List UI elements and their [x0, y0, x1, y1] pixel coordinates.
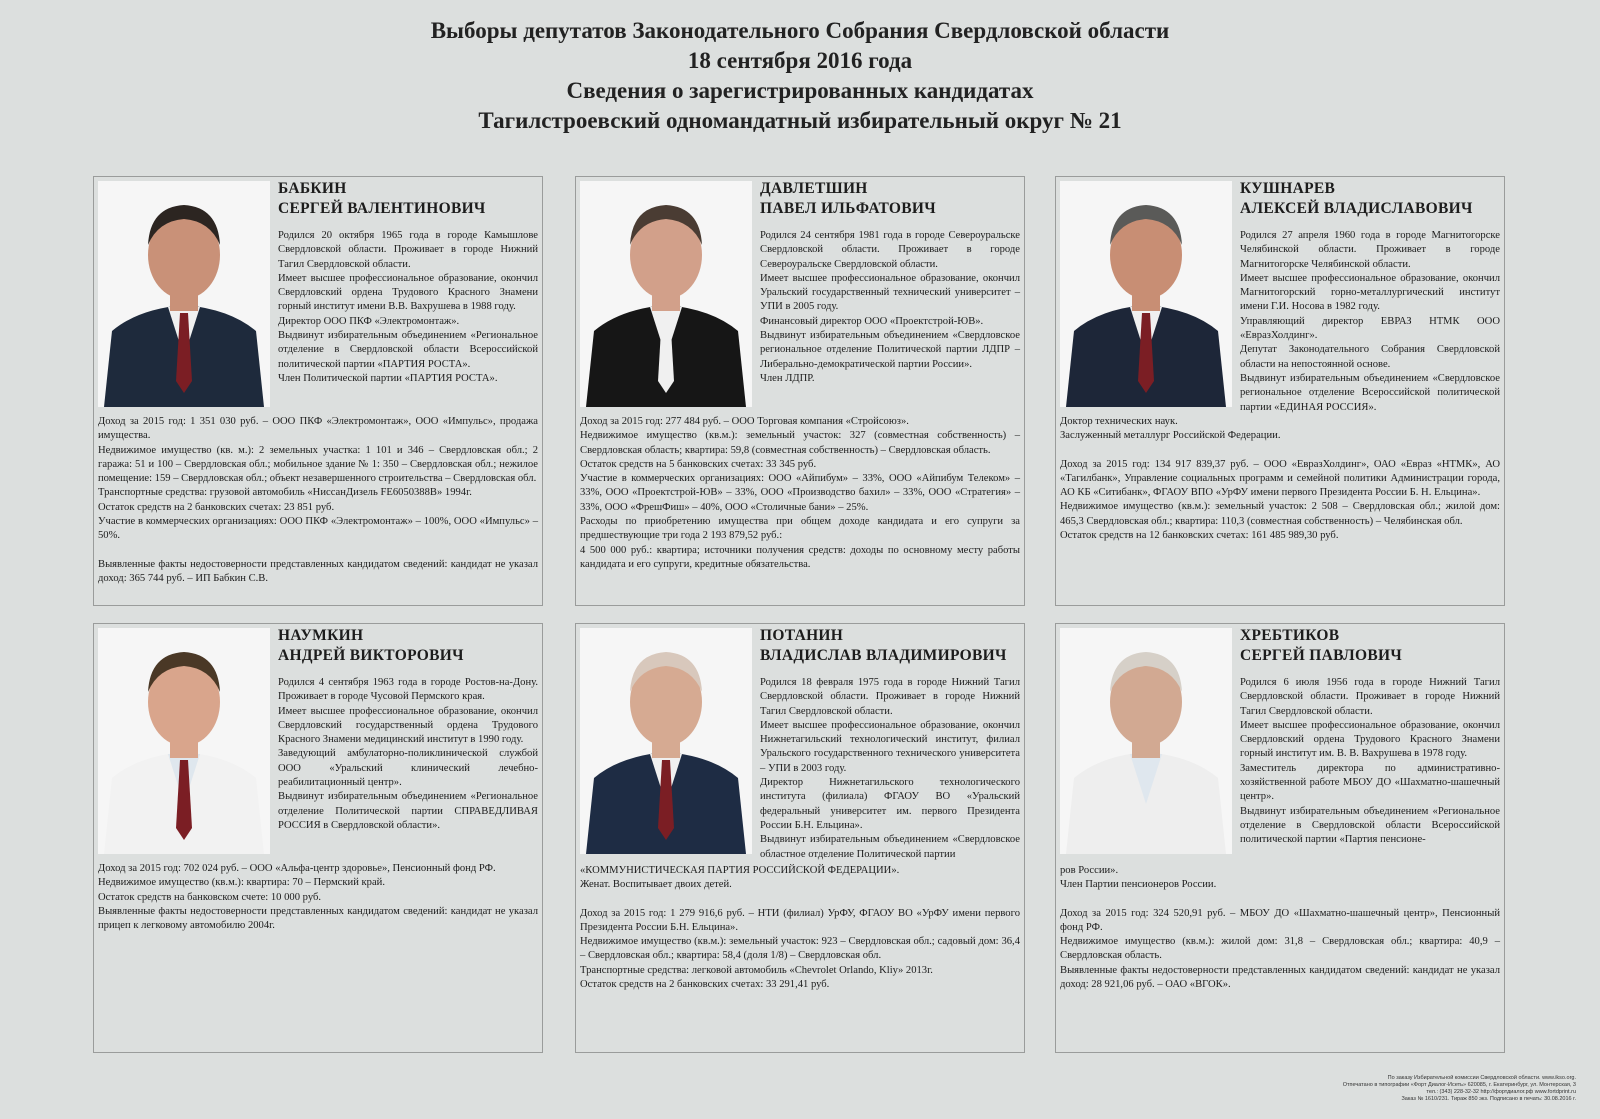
bio-paragraph: Заведующий амбулаторно-поликлинической службой ООО «Уральский клинический лечебно-реабилитационный центр». [278, 748, 538, 789]
bio-paragraph: Родился 4 сентября 1963 года в городе Ростов-на-Дону. Проживает в городе Чусовой Пермского края. [278, 677, 538, 703]
candidate-bio [1240, 676, 1500, 848]
candidate-bio [760, 229, 1020, 386]
candidate-given-names: ВЛАДИСЛАВ ВЛАДИМИРОВИЧ [760, 647, 1007, 664]
info-paragraph: 4 500 000 руб.: квартира; источники получения средств: доходы по основному месту работы кандидата и его супруги, кредитные обязательства. [580, 544, 1020, 570]
bio-paragraph: Имеет высшее профессиональное образование, окончил Свердловский ордена Трудового Красного Знамени горный институт им. В. В. Вахрушева в 1978 году. [1240, 719, 1500, 760]
info-paragraph: Остаток средств на 2 банковских счетах: 23 851 руб. [98, 501, 335, 513]
info-paragraph: Остаток средств на банковском счете: 10 000 руб. [98, 891, 322, 903]
candidate-portrait [98, 628, 270, 854]
candidate-given-names: СЕРГЕЙ ПАВЛОВИЧ [1240, 647, 1403, 664]
candidate-name [760, 179, 1022, 219]
bio-paragraph: Родился 24 сентября 1981 года в городе Североуральске Свердловской области. Проживает в городе Североуральске Свердловской области. [760, 230, 1020, 270]
info-paragraph: Выявленные факты недостоверности представленных кандидатом сведений: кандидат не указал доход: 28 921,06 руб. – ОАО «ВГОК». [1060, 964, 1500, 991]
candidate-property-info [1060, 864, 1500, 992]
candidate-property-info [580, 415, 1020, 572]
candidate-property-info [98, 415, 538, 586]
bio-paragraph: Выдвинут избирательным объединением «Региональное отделение в Свердловской области Всероссийской политической партии «Партия пенсионе- [1240, 805, 1500, 846]
candidate-surname: ПОТАНИН [760, 627, 844, 644]
candidate-property-info [1060, 415, 1500, 543]
bio-paragraph: Член Политической партии «ПАРТИЯ РОСТА». [278, 372, 498, 384]
info-paragraph: Женат. Воспитывает двоих детей. [580, 879, 732, 891]
paragraph-spacer [580, 893, 1020, 907]
bio-paragraph: Директор ООО ПКФ «Электромонтаж». [278, 315, 460, 327]
paragraph-spacer [1060, 893, 1500, 907]
info-paragraph: Доход за 2015 год: 702 024 руб. – ООО «Альфа-центр здоровье», Пенсионный фонд РФ. [98, 863, 496, 874]
candidate-given-names: АНДРЕЙ ВИКТОРОВИЧ [278, 647, 464, 664]
imprint-line: Отпечатано в типографии «Форт Диалог-Исеть» 620085, г. Екатеринбург, ул. Монтерская, 3 [1342, 1082, 1576, 1088]
candidate-photo [1060, 628, 1232, 854]
bio-paragraph: Депутат Законодательного Собрания Свердловской области на непостоянной основе. [1240, 344, 1500, 370]
info-paragraph: ров России». [1060, 865, 1119, 876]
candidate-surname: ДАВЛЕТШИН [760, 180, 868, 197]
info-paragraph: Транспортные средства: грузовой автомобиль «НиссанДизель FE6050388B» 1994г. [98, 487, 472, 499]
bio-paragraph: Родился 27 апреля 1960 года в городе Магнитогорске Челябинской области. Проживает в городе Магнитогорске Челябинской области. [1240, 230, 1500, 270]
info-paragraph: Участие в коммерческих организациях: ООО «Айпибум» – 33%, ООО «Айпибум Телеком» – 33%, ООО «Проектстрой-ЮВ» – 33%, ООО «Производство бахил» – 33%, ООО «Стратегия» – 33%, ООО «ФрешФиш» – 40%, ООО «Столичные бани» – 25%. [580, 473, 1020, 513]
bio-paragraph: Имеет высшее профессиональное образование, окончил Магнитогорский горно-металлургический институт имени Г.И. Носова в 1982 году. [1240, 272, 1500, 313]
info-paragraph: Недвижимое имущество (кв.м.): земельный участок: 327 (совместная собственность) – Свердловская область; квартира: 59,8 (совместная собственность) – Свердловская область. [580, 430, 1020, 456]
info-paragraph: Доход за 2015 год: 1 351 030 руб. – ООО ПКФ «Электромонтаж», ООО «Импульс», продажа имущества. [98, 416, 538, 442]
info-paragraph: Выявленные факты недостоверности представленных кандидатом сведений: кандидат не указал прицеп к легковому автомобилю 2004г. [98, 905, 538, 932]
imprint-line: Заказ № 1610/231. Тираж 850 экз. Подписано в печать: 30.08.2016 г. [1401, 1096, 1576, 1102]
imprint-line: тел.: (343) 228-32-32 http://фортдиалог.рф www.fortdprint.ru [1426, 1089, 1576, 1095]
candidate-name [1240, 626, 1502, 666]
candidate-portrait [98, 181, 270, 407]
header-title: Выборы депутатов Законодательного Собрания Свердловской области [430, 18, 1170, 43]
candidate-card [575, 176, 1025, 606]
info-paragraph: Доход за 2015 год: 324 520,91 руб. – МБОУ ДО «Шахматно-шашечный центр», Пенсионный фонд РФ. [1060, 907, 1500, 933]
info-paragraph: Расходы по приобретению имущества при общем доходе кандидата и его супруги за предшествующие три года 2 193 879,52 руб.: [580, 516, 1020, 542]
bio-paragraph: Родился 18 февраля 1975 года в городе Нижний Тагил Свердловской области. Проживает в городе Нижний Тагил Свердловской области. [760, 677, 1020, 717]
candidate-name [1240, 179, 1502, 219]
info-paragraph: Выявленные факты недостоверности представленных кандидатом сведений: кандидат не указал доход: 365 744 руб. – ИП Бабкин С.В. [98, 558, 538, 584]
candidate-given-names: СЕРГЕЙ ВАЛЕНТИНОВИЧ [278, 200, 486, 217]
bio-paragraph: Выдвинут избирательным объединением «Свердловское областное отделение Политической партии [760, 834, 1020, 860]
candidate-property-info [580, 864, 1020, 992]
info-paragraph: Доход за 2015 год: 277 484 руб. – ООО Торговая компания «Стройсоюз». [580, 416, 909, 427]
info-paragraph: Недвижимое имущество (кв. м.): 2 земельных участка: 1 101 и 346 – Свердловская обл.; 2 гаража: 51 и 100 – Свердловская обл.; мобильное здание № 1: 350 – Свердловская обл.; нежилое помещение: 159 – Свердловская обл.; объект незавершенного строительства – Свердловская обл. [98, 444, 538, 485]
candidate-given-names: ПАВЕЛ ИЛЬФАТОВИЧ [760, 200, 936, 217]
candidate-bio [278, 676, 538, 833]
candidate-photo [98, 628, 270, 854]
candidate-photo [98, 181, 270, 407]
candidate-name [760, 626, 1022, 666]
bio-paragraph: Заместитель директора по административно-хозяйственной работе МБОУ ДО «Шахматно-шашечный центр». [1240, 762, 1500, 803]
candidate-card [575, 623, 1025, 1053]
print-imprint [1156, 1075, 1576, 1103]
info-paragraph: Остаток средств на 12 банковских счетах: 161 485 989,30 руб. [1060, 530, 1339, 542]
candidate-photo [580, 628, 752, 854]
bio-paragraph: Выдвинут избирательным объединением «Свердловское региональное отделение Всероссийской политической партии «ЕДИНАЯ РОССИЯ». [1240, 372, 1500, 413]
page-header [0, 16, 1600, 136]
candidate-surname: БАБКИН [278, 180, 347, 197]
bio-paragraph: Директор Нижнетагильского технологического института (филиала) ФГАОУ ВО «Уральский федеральный университет им. первого Президента России Б.Н. Ельцина». [760, 777, 1020, 831]
candidate-card [93, 176, 543, 606]
candidate-surname: ХРЕБТИКОВ [1240, 627, 1340, 644]
candidate-card [1055, 623, 1505, 1053]
candidate-portrait [580, 181, 752, 407]
info-paragraph: Остаток средств на 2 банковских счетах: 33 291,41 руб. [580, 979, 830, 991]
candidate-portrait [1060, 181, 1232, 407]
header-subtitle: Сведения о зарегистрированных кандидатах [566, 78, 1034, 103]
bio-paragraph: Имеет высшее профессиональное образование, окончил Уральский государственный технический университет – УПИ в 2005 году. [760, 272, 1020, 313]
info-paragraph: Доход за 2015 год: 1 279 916,6 руб. – НТИ (филиал) УрФУ, ФГАОУ ВО «УрФУ имени первого Президента России Б.Н. Ельцина». [580, 907, 1020, 933]
info-paragraph: Транспортные средства: легковой автомобиль «Chevrolet Orlando, Kliy» 2013г. [580, 964, 933, 976]
candidate-given-names: АЛЕКСЕЙ ВЛАДИСЛАВОВИЧ [1240, 200, 1473, 217]
bio-paragraph: Выдвинут избирательным объединением «Региональное отделение в Свердловской области Всероссийской политической партии «ПАРТИЯ РОСТА». [278, 330, 538, 370]
info-paragraph: Участие в коммерческих организациях: ООО ПКФ «Электромонтаж» – 100%, ООО «Импульс» – 50%. [98, 516, 538, 542]
bio-paragraph: Имеет высшее профессиональное образование, окончил Свердловский ордена Трудового Красного Знамени горный институт имени В.В. Вахрушева в 1988 году. [278, 272, 538, 313]
candidate-card [93, 623, 543, 1053]
bio-paragraph: Имеет высшее профессиональное образование, окончил Свердловский государственный ордена Трудового Красного Знамени медицинский институт в 1990 году. [278, 705, 538, 746]
candidate-photo [1060, 181, 1232, 407]
bio-paragraph: Имеет высшее профессиональное образование, окончил Нижнетагильский технологический институт, филиал Уральского государственного технического университета – УПИ в 2003 году. [760, 719, 1020, 774]
info-paragraph: «КОММУНИСТИЧЕСКАЯ ПАРТИЯ РОССИЙСКОЙ ФЕДЕРАЦИИ». [580, 865, 900, 876]
candidate-surname: НАУМКИН [278, 627, 364, 644]
bio-paragraph: Управляющий директор ЕВРАЗ НТМК ООО «ЕвразХолдинг». [1240, 315, 1500, 342]
candidate-bio [760, 676, 1020, 862]
candidate-property-info [98, 862, 538, 933]
info-paragraph: Недвижимое имущество (кв.м.): жилой дом: 31,8 – Свердловская обл.; квартира: 40,9 – Свердловская область. [1060, 936, 1500, 962]
candidate-bio [1240, 229, 1500, 415]
info-paragraph: Доктор технических наук. [1060, 416, 1178, 427]
paragraph-spacer [98, 544, 538, 558]
candidate-photo [580, 181, 752, 407]
info-paragraph: Член Партии пенсионеров России. [1060, 879, 1217, 891]
bio-paragraph: Выдвинут избирательным объединением «Региональное отделение Политической партии СПРАВЕДЛИВАЯ РОССИЯ в Свердловской области». [278, 791, 538, 831]
info-paragraph: Недвижимое имущество (кв.м.): земельный участок: 923 – Свердловская обл.; садовый дом: 36,4 – Свердловская обл.; квартира: 58,4 (доля 1/8) – Свердловская обл. [580, 936, 1020, 962]
bio-paragraph: Родился 6 июля 1956 года в городе Нижний Тагил Свердловской области. Проживает в городе Нижний Тагил Свердловской области. [1240, 677, 1500, 717]
info-paragraph: Недвижимое имущество (кв.м.): земельный участок: 2 508 – Свердловская обл.; жилой дом: 465,3 Свердловская обл.; квартира: 110,3 (совместная собственность) – Челябинская обл. [1060, 501, 1500, 527]
candidate-surname: КУШНАРЕВ [1240, 180, 1336, 197]
candidate-portrait [580, 628, 752, 854]
bio-paragraph: Финансовый директор ООО «Проектстрой-ЮВ». [760, 315, 984, 327]
paragraph-spacer [1060, 444, 1500, 458]
bio-paragraph: Член ЛДПР. [760, 372, 815, 384]
candidate-bio [278, 229, 538, 386]
candidate-name [278, 626, 540, 666]
bio-paragraph: Выдвинут избирательным объединением «Свердловское региональное отделение Политической партии ЛДПР – Либерально-демократической партии России». [760, 330, 1020, 370]
info-paragraph: Недвижимое имущество (кв.м.): квартира: 70 – Пермский край. [98, 877, 385, 889]
candidate-name [278, 179, 540, 219]
imprint-line: По заказу Избирательной комиссии Свердловской области. www.ikso.org. [1387, 1075, 1576, 1081]
header-district: Тагилстроевский одномандатный избирательный округ № 21 [478, 108, 1122, 133]
candidate-portrait [1060, 628, 1232, 854]
candidate-card [1055, 176, 1505, 606]
bio-paragraph: Родился 20 октября 1965 года в городе Камышлове Свердловской области. Проживает в городе Нижний Тагил Свердловской области. [278, 230, 538, 270]
info-paragraph: Заслуженный металлург Российской Федерации. [1060, 430, 1281, 442]
info-paragraph: Доход за 2015 год: 134 917 839,37 руб. – ООО «ЕвразХолдинг», ОАО «Евраз «НТМК», АО «Тагилбанк», Управление социальных программ и семейной политики Администрации города, АО КБ «Ситибанк», ФГАОУ ВПО «УрФУ имени первого Президента России Б. Н. Ельцина». [1060, 458, 1500, 499]
header-date: 18 сентября 2016 года [687, 48, 913, 73]
info-paragraph: Остаток средств на 5 банковских счетах: 33 345 руб. [580, 458, 817, 470]
